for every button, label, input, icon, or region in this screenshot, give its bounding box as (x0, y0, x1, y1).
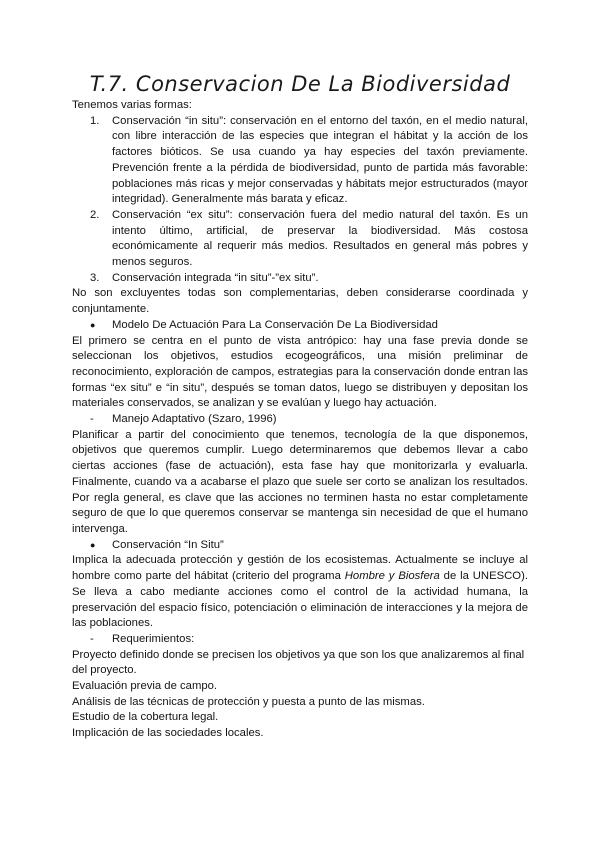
list-item-text: Conservación integrada “in situ”-”ex situ”. (112, 271, 319, 284)
bullet-icon: ● (90, 539, 96, 550)
bullet-heading-model (72, 318, 528, 334)
requirement-line: Implicación de las sociedades locales. (72, 727, 264, 740)
dash-icon: - (90, 632, 94, 645)
list-item (72, 114, 528, 208)
complementary-paragraph: No son excluyentes todas son complementarias, deben considerarse coordinada y conjuntamente. (72, 287, 528, 316)
bullet-heading-insitu (72, 538, 528, 554)
dash-icon: - (90, 413, 94, 426)
list-item-text: Conservación “ex situ”: conservación fuera del medio natural del taxón. Es un intento último, artificial, de preservar la biodiversidad. Más costosa económicamente al requerir más medios. Resultados en general más pobres y menos seguros. (112, 208, 528, 269)
requirement-line: Análisis de las técnicas de protección y puesta a punto de las mismas. (72, 695, 425, 708)
list-number: 3. (90, 271, 100, 284)
dash-text: Requerimientos: (112, 632, 195, 645)
dash-heading-requirements (72, 632, 528, 648)
requirement-line: Proyecto definido donde se precisen los objetivos ya que son los que analizaremos al final del proyecto. (72, 648, 525, 677)
page-title: T.7. Conservacion De La Biodiversidad (89, 72, 511, 96)
list-number: 1. (90, 114, 100, 127)
insitu-paragraph (72, 553, 528, 632)
list-item (72, 271, 528, 287)
bullet-text: Modelo De Actuación Para La Conservación De La Biodiversidad (112, 318, 438, 331)
model-paragraph: El primero se centra en el punto de vista antrópico: hay una fase previa donde se seleccionan los objetivos, estudios ecogeográficos, una misión preliminar de reconocimiento, exploración de campos, estrategias para la conservación donde entran las formas “ex situ” e “in situ”, después se toman datos, luego se distribuyen y depositan los materiales conservados, se analizan y se evalúan y luego hay actuación. (72, 334, 528, 410)
requirement-line: Evaluación previa de campo. (72, 680, 218, 693)
insitu-text-part-2: de la UNESCO). Se lleva a cabo mediante acciones como el control de la actividad humana, la preservación del espacio físico, potenciación o eliminación de interacciones y la mejora de las poblaciones. (72, 570, 528, 630)
list-item-text: Conservación “in situ”: conservación en el entorno del taxón, en el medio natural, con libre interacción de las especies que integran el hábitat y la acción de los factores bióticos. Se usa cuando ya hay especies del taxón previamente. Prevención frente a la pérdida de biodiversidad, punto de partida más favorable: poblaciones más ricas y mejor conservadas y hábitats mejor estructurados (mayor integridad). Generalmente más barata y eficaz. (112, 114, 528, 206)
bullet-text: Conservación “In Situ” (112, 538, 224, 551)
document-page (72, 72, 528, 742)
list-number: 2. (90, 208, 100, 221)
bullet-icon: ● (90, 319, 96, 330)
dash-text: Manejo Adaptativo (Szaro, 1996) (112, 413, 277, 426)
conservation-forms-list (72, 114, 528, 287)
list-item (72, 208, 528, 271)
adaptive-paragraph: Planificar a partir del conocimiento que tenemos, tecnología de la que disponemos, objetivos que queremos cumplir. Luego determinaremos que debemos llevar a cabo ciertas acciones (fase de actuación), esta fase hay que monitorizarla y evaluarla. Finalmente, cuando va a acabarse el plazo que suele ser corto se analizan los resultados. Por regla general, es clave que las acciones no terminen hasta no estar completamente seguro de que lo que queremos conservar se mantenga sin necesidad de que el humano intervenga. (72, 428, 528, 535)
dash-heading-adaptive (72, 412, 528, 428)
insitu-text-part-1: Implica la adecuada protección y gestión de los ecosistemas. Actualmente se incluye al hombre como parte del hábitat (criterio del programa (72, 554, 528, 583)
requirement-line: Estudio de la cobertura legal. (72, 711, 219, 724)
program-name: Hombre y Biosfera (344, 570, 440, 583)
intro-text: Tenemos varias formas: (72, 99, 192, 111)
